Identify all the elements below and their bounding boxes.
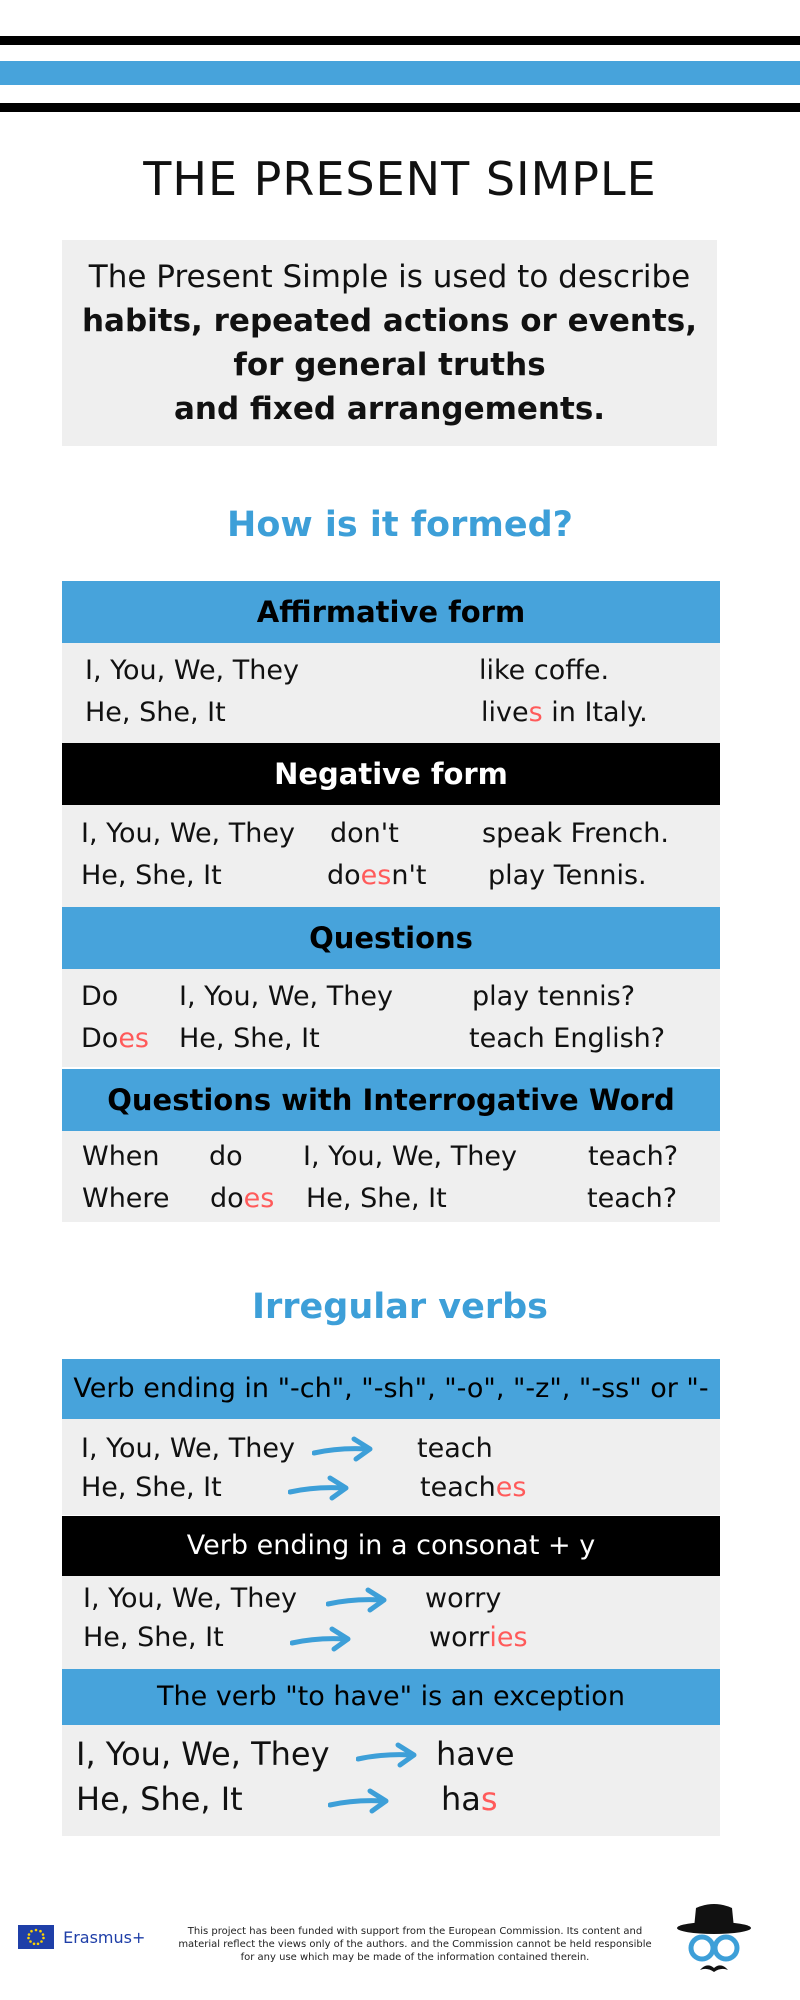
intro-line-1: The Present Simple is used to describe <box>88 259 691 295</box>
irregular-ch-header: Verb ending in "-ch", "-sh", "-o", "-z", "-ss" or "- <box>62 1359 720 1419</box>
interrogative-subject-1: I, You, We, They <box>303 1141 517 1172</box>
eu-flag-icon <box>18 1925 54 1949</box>
footer-line-1: This project has been funded with support from the European Commission. Its content and <box>187 1926 643 1937</box>
top-stripe-black-1 <box>0 36 800 45</box>
irregular-y-header: Verb ending in a consonat + y <box>62 1516 720 1576</box>
affirmative-subject-1: I, You, We, They <box>85 655 299 686</box>
irregular-y-verb-2: worries <box>429 1622 528 1653</box>
irregular-ch-verb-2: teaches <box>420 1472 527 1503</box>
arrow-right-icon <box>312 1435 374 1463</box>
arrow-right-icon <box>356 1741 418 1769</box>
intro-line-3: for general truths <box>233 347 546 383</box>
questions-subject-1: I, You, We, They <box>179 981 393 1012</box>
irregular-have-verb-2: has <box>441 1780 498 1818</box>
erasmus-label: Erasmus+ <box>63 1927 146 1947</box>
negative-verb-1: speak French. <box>482 818 669 849</box>
interrogative-subject-2: He, She, It <box>306 1183 447 1214</box>
interrogative-header: Questions with Interrogative Word <box>62 1069 720 1131</box>
negative-subject-1: I, You, We, They <box>81 818 295 849</box>
intro-line-2: habits, repeated actions or events, <box>81 303 698 339</box>
irregular-ch-body <box>62 1419 720 1515</box>
intro-line-4: and fixed arrangements. <box>173 391 606 427</box>
interrogative-body <box>62 1131 720 1222</box>
questions-aux-2: Does <box>81 1023 149 1054</box>
irregular-have-verb-1: have <box>436 1735 515 1773</box>
irregular-y-subject-2: He, She, It <box>83 1622 224 1653</box>
affirmative-verb-2: lives in Italy. <box>481 697 648 728</box>
irregular-have-subject-2: He, She, It <box>76 1780 243 1818</box>
top-stripe-blue <box>0 61 800 85</box>
interrogative-aux-1: do <box>209 1141 243 1172</box>
negative-aux-1: don't <box>330 818 399 849</box>
irregular-heading: Irregular verbs <box>251 1287 548 1327</box>
arrow-right-icon <box>288 1474 350 1502</box>
interrogative-word-2: Where <box>82 1183 170 1214</box>
irregular-y-body <box>62 1576 720 1669</box>
negative-header: Negative form <box>62 743 720 805</box>
page-title: THE PRESENT SIMPLE <box>143 152 657 206</box>
irregular-ch-subject-1: I, You, We, They <box>81 1433 295 1464</box>
interrogative-verb-1: teach? <box>588 1141 679 1172</box>
irregular-have-header: The verb "to have" is an exception <box>62 1669 720 1725</box>
interrogative-word-1: When <box>82 1141 160 1172</box>
erasmus-logo <box>18 1925 145 1949</box>
questions-verb-2: teach English? <box>469 1023 666 1054</box>
negative-verb-2: play Tennis. <box>488 860 647 891</box>
affirmative-body <box>62 643 720 743</box>
negative-subject-2: He, She, It <box>81 860 222 891</box>
affirmative-header: Affirmative form <box>62 581 720 643</box>
irregular-ch-verb-1: teach <box>417 1433 493 1464</box>
arrow-right-icon <box>326 1586 388 1614</box>
footer-disclaimer <box>155 1925 675 1964</box>
questions-aux-1: Do <box>81 981 119 1012</box>
irregular-ch-block <box>62 1359 720 1515</box>
irregular-have-subject-1: I, You, We, They <box>76 1735 330 1773</box>
negative-aux-2: doesn't <box>327 860 427 891</box>
questions-body <box>62 969 720 1067</box>
irregular-have-block <box>62 1669 720 1836</box>
negative-body <box>62 805 720 907</box>
footer-line-3: for any use which may be made of the information contained therein. <box>240 1952 590 1963</box>
arrow-right-icon <box>328 1787 390 1815</box>
negative-block <box>62 743 720 907</box>
affirmative-verb-1: like coffe. <box>479 655 610 686</box>
irregular-y-subject-1: I, You, We, They <box>83 1583 297 1614</box>
interrogative-verb-2: teach? <box>587 1183 678 1214</box>
irregular-y-verb-1: worry <box>425 1583 502 1614</box>
affirmative-block <box>62 581 720 743</box>
irregular-have-body <box>62 1725 720 1836</box>
interrogative-block <box>62 1069 720 1222</box>
arrow-right-icon <box>290 1625 352 1653</box>
questions-header: Questions <box>62 907 720 969</box>
irregular-ch-subject-2: He, She, It <box>81 1472 222 1503</box>
questions-block <box>62 907 720 1067</box>
mascot-icon <box>672 1898 756 1980</box>
irregular-y-block <box>62 1516 720 1669</box>
formed-heading: How is it formed? <box>227 505 573 545</box>
affirmative-subject-2: He, She, It <box>85 697 226 728</box>
top-stripe-black-2 <box>0 103 800 112</box>
questions-subject-2: He, She, It <box>179 1023 320 1054</box>
interrogative-aux-2: does <box>210 1183 275 1214</box>
questions-verb-1: play tennis? <box>472 981 636 1012</box>
intro-box <box>62 240 717 446</box>
footer-line-2: material reflect the views only of the authors. and the Commission cannot be held responsible <box>178 1939 652 1950</box>
